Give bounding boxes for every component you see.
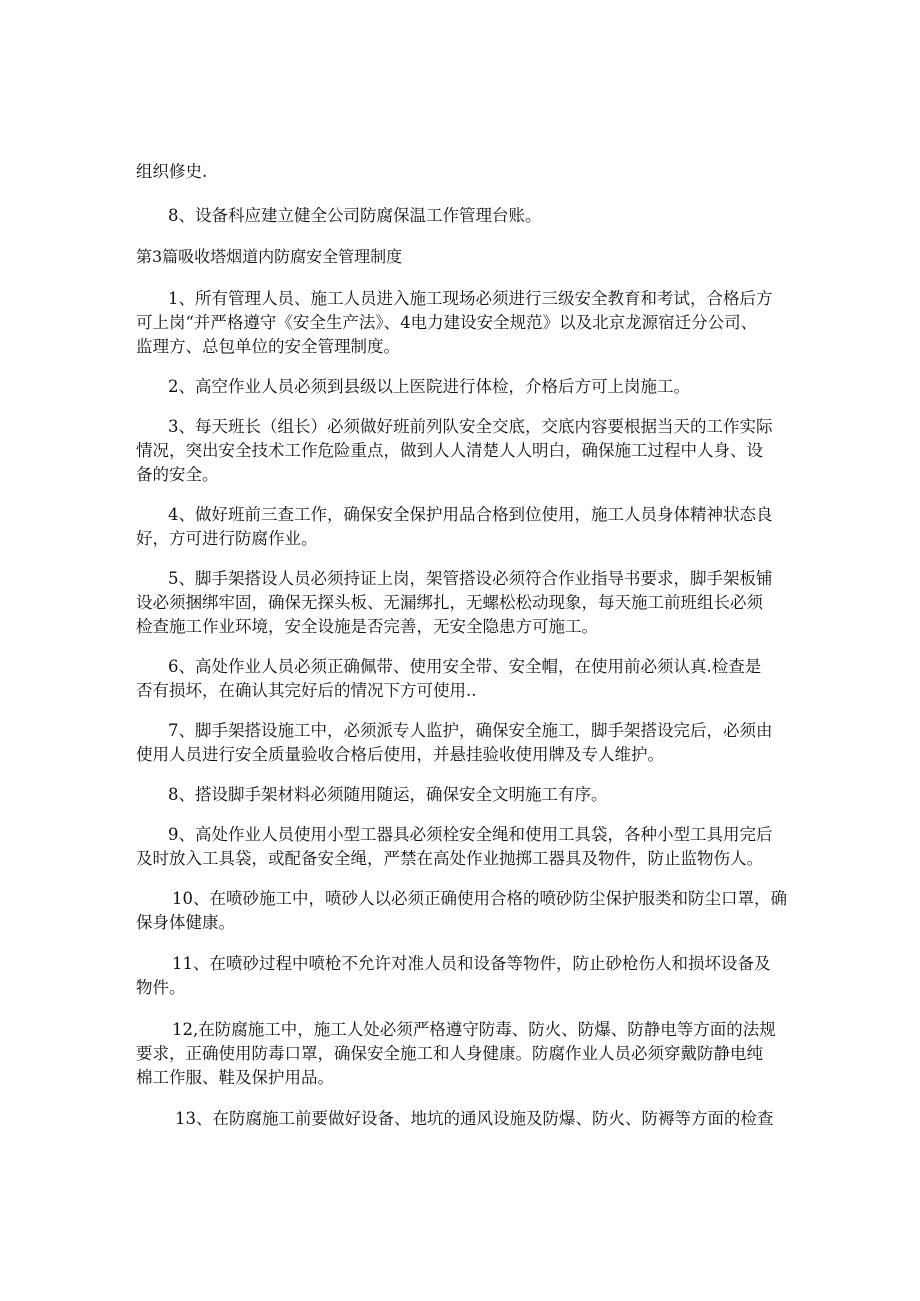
text-line: 9、高处作业人员使用小型工器具必须栓安全绳和使用工具袋，各种小型工具用完后	[168, 825, 773, 844]
text-line: 检查施工作业环境，安全设施是否完善，无安全隐患方可施工。	[136, 617, 598, 636]
text-line: 保身体健康。	[136, 913, 235, 932]
text-line: 物件。	[136, 978, 186, 997]
text-line: 备的安全。	[136, 465, 219, 484]
text-line: 1、所有管理人员、施工人员进入施工现场必须进行三级安全教育和考试，合格后方	[168, 289, 773, 308]
text-line: 棉工作服、鞋及保护用品。	[136, 1068, 334, 1087]
text-line: 及时放入工具袋，或配备安全绳，严禁在高处作业抛掷工器具及物件，防止监物伤人。	[136, 849, 763, 868]
text-line: 7、脚手架搭设施工中，必须派专人监护，确保安全施工，脚手架搭设完后，必须由	[168, 721, 773, 740]
text-line: 可上岗“并严格遵守《安全生产法》、4电力建设安全规范》以及北京龙源宿迁分公司、	[136, 313, 758, 332]
text-line: 否有损坏，在确认其完好后的情况下方可使用..	[136, 681, 477, 700]
text-line: 8、搭设脚手架材料必须随用随运，确保安全文明施工有序。	[168, 785, 608, 804]
text-line: 要求，正确使用防毒口罩，确保安全施工和人身健康。防腐作业人员必须穿戴防静电纯	[136, 1044, 763, 1063]
text-line: 4、做好班前三查工作，确保安全保护用品合格到位使用，施工人员身体精神状态良	[168, 505, 773, 524]
text-line: 13、在防腐施工前要做好设备、地坑的通风设施及防爆、防火、防褥等方面的检查	[175, 1109, 774, 1128]
text-line: 2、高空作业人员必须到县级以上医院进行体检，介格后方可上岗施工。	[168, 377, 690, 396]
text-line: 组织修史.	[136, 162, 208, 181]
text-line: 监理方、总包单位的安全管理制度。	[136, 337, 400, 356]
section-heading: 第3篇吸收塔烟道内防腐安全管理制度	[136, 247, 403, 266]
text-line: 6、高处作业人员必须正确佩带、使用安全带、安全帽，在使用前必须认真.检查是	[168, 657, 762, 676]
text-line: 好，方可进行防腐作业。	[136, 529, 318, 548]
text-line: 12,在防腐施工中，施工人处必须严格遵守防毒、防火、防爆、防静电等方面的法规	[172, 1020, 776, 1039]
text-line: 8、设备科应建立健全公司防腐保温工作管理台账。	[168, 206, 542, 225]
text-line: 3、每天班长（组长）必须做好班前列队安全交底，交底内容要根据当天的工作实际	[168, 417, 773, 436]
text-line: 5、脚手架搭设人员必须持证上岗，架管搭设必须符合作业指导书要求，脚手架板铺	[168, 569, 773, 588]
text-line: 使用人员进行安全质量验收合格后使用，并悬挂验收使用牌及专人维护。	[136, 745, 664, 764]
text-line: 设必须捆绑牢固，确保无探头板、无漏绑扎，无螺松松动现象，每天施工前班组长必须	[136, 593, 763, 612]
text-line: 10、在喷砂施工中，喷砂人以必须正确使用合格的喷砂防尘保护服类和防尘口罩，确	[172, 889, 787, 908]
text-line: 11、在喷砂过程中喷枪不允许对准人员和设备等物件，防止砂枪伤人和损坏设备及	[172, 954, 771, 973]
text-line: 情况，突出安全技术工作危险重点，做到人人清楚人人明白，确保施工过程中人身、设	[136, 441, 763, 460]
